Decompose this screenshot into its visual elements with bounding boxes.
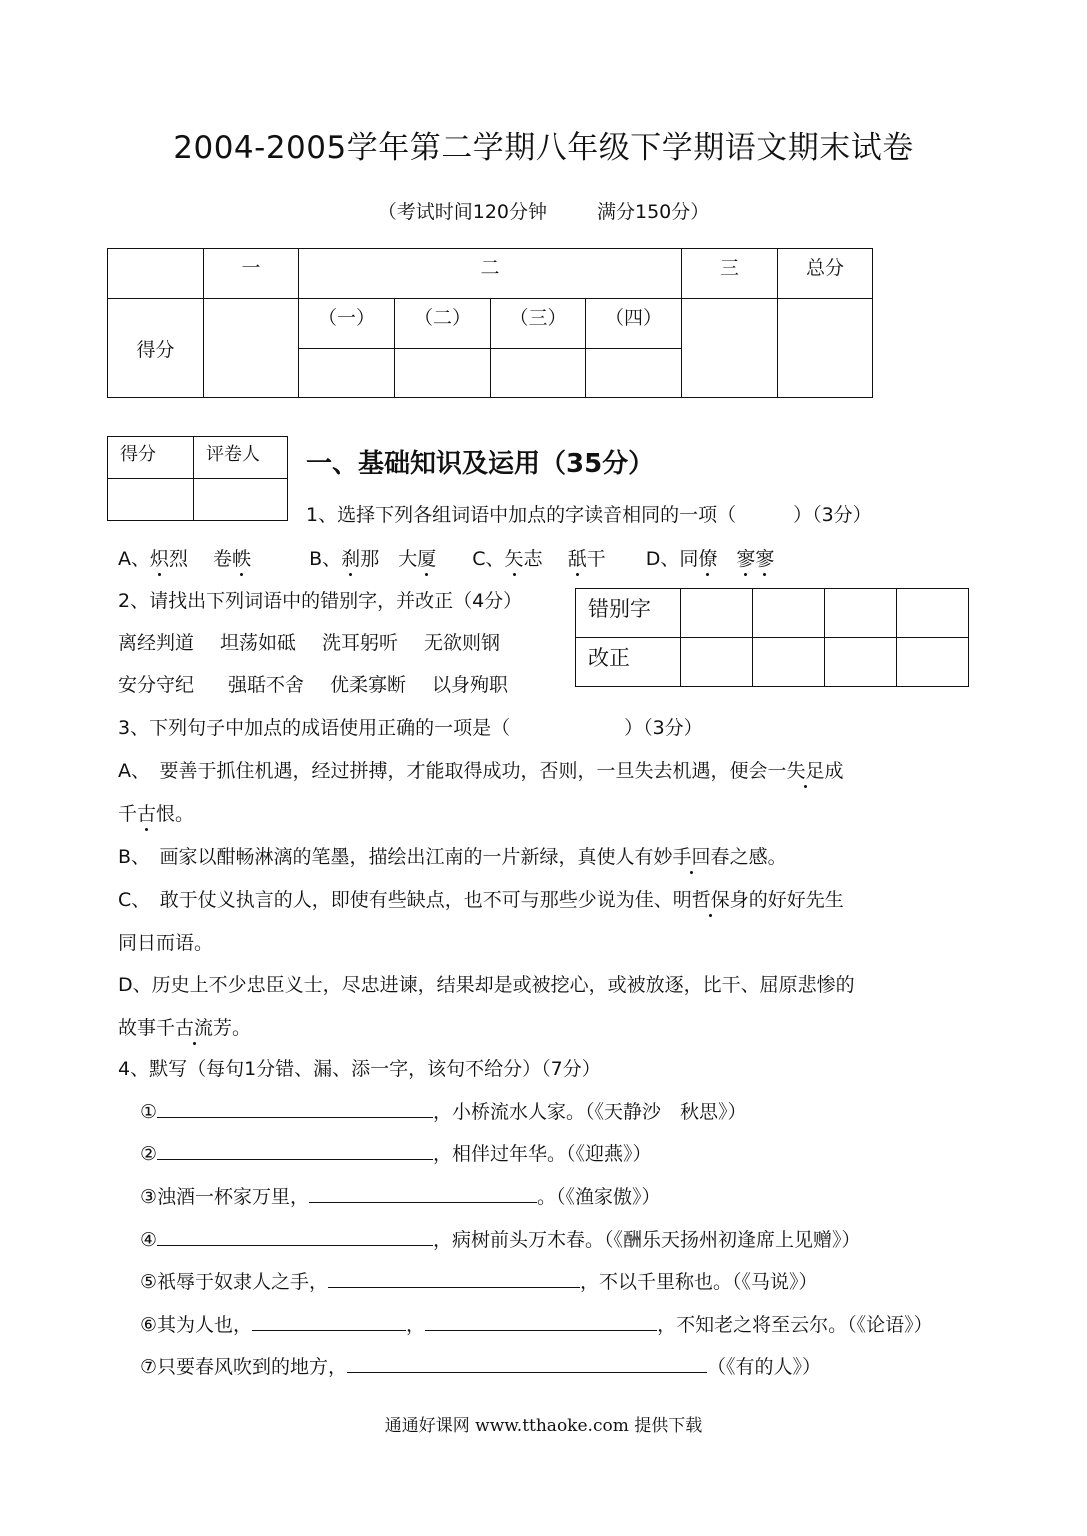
score-subcol-1: （一）	[299, 299, 395, 349]
score-subcol-3: （三）	[491, 299, 586, 349]
q3-stem: 3、下列句子中加点的成语使用正确的一项是（ ）（3分）	[118, 717, 703, 739]
answer-blank[interactable]	[157, 1225, 433, 1246]
answer-blank[interactable]	[309, 1182, 537, 1203]
correction-cell[interactable]	[681, 638, 753, 687]
q4-stem: 4、默写（每句1分错、漏、添一字，该句不给分）（7分）	[118, 1058, 601, 1080]
section-heading: 一、基础知识及运用（35分）	[306, 449, 655, 479]
q1-option-b: B、刹那 大厦	[309, 548, 437, 570]
score-cell-2-3[interactable]	[491, 349, 586, 398]
q3-option-a-line2: 千古恨。	[118, 803, 195, 825]
grader-name-label: 评卷人	[194, 437, 288, 479]
score-cell-2-4[interactable]	[586, 349, 682, 398]
q4-item-6: ⑥其为人也， ， ，不知老之将至云尔。（《论语》）	[140, 1310, 933, 1337]
score-cell-1[interactable]	[204, 299, 299, 398]
score-col-3: 三	[682, 249, 778, 299]
score-cell-3[interactable]	[682, 299, 778, 398]
answer-blank[interactable]	[425, 1310, 657, 1331]
q1-option-c: C、矢志 舐干	[472, 548, 606, 570]
q2-words-row1: 离经判道 坦荡如砥 洗耳躬听 无欲则钢	[118, 632, 501, 654]
footer-credit: 通通好课网 www.tthaoke.com 提供下载	[384, 1416, 703, 1436]
correction-cell[interactable]	[825, 638, 897, 687]
typo-label-wrong: 错别字	[576, 589, 681, 638]
grader-name-cell[interactable]	[194, 479, 288, 521]
q4-item-4: ④ ，病树前头万木春。（《酬乐天扬州初逢席上见赠》）	[140, 1225, 861, 1252]
typo-cell[interactable]	[753, 589, 825, 638]
score-col-total: 总分	[778, 249, 873, 299]
score-col-2: 二	[299, 249, 682, 299]
q4-item-1: ① ，小桥流水人家。（《天静沙 秋思》）	[140, 1097, 747, 1124]
typo-label-correct: 改正	[576, 638, 681, 687]
q3-option-c-line2: 同日而语。	[118, 932, 214, 954]
grader-score-label: 得分	[108, 437, 194, 479]
score-col-1: 一	[204, 249, 299, 299]
q3-option-c-line1: C、 敢于仗义执言的人，即使有些缺点，也不可与那些少说为佳、明哲保身的好好先生	[118, 889, 844, 911]
typo-cell[interactable]	[681, 589, 753, 638]
q1-stem: 1、选择下列各组词语中加点的字读音相同的一项（ ）（3分）	[306, 504, 872, 526]
typo-cell[interactable]	[897, 589, 969, 638]
q1-options	[118, 544, 774, 571]
exam-info	[0, 197, 1087, 224]
page-title: 2004-2005学年第二学期八年级下学期语文期末试卷	[173, 130, 914, 166]
q3-option-d-line2: 故事千古流芳。	[118, 1017, 252, 1039]
q4-item-3: ③浊酒一杯家万里， 。（《渔家傲》）	[140, 1182, 661, 1209]
correction-cell[interactable]	[753, 638, 825, 687]
exam-time: （考试时间120分钟	[377, 201, 547, 223]
answer-blank[interactable]	[252, 1310, 406, 1331]
q2-stem: 2、请找出下列词语中的错别字，并改正（4分）	[118, 590, 523, 612]
q4-item-2: ② ，相伴过年华。（《迎燕》）	[140, 1139, 652, 1166]
score-cell-2-1[interactable]	[299, 349, 395, 398]
answer-blank[interactable]	[157, 1097, 433, 1118]
q4-item-5: ⑤祇辱于奴隶人之手， ，不以千里称也。（《马说》）	[140, 1267, 818, 1294]
score-subcol-4: （四）	[586, 299, 682, 349]
grader-score-cell[interactable]	[108, 479, 194, 521]
q3-option-b: B、 画家以酣畅淋漓的笔墨，描绘出江南的一片新绿，真使人有妙手回春之感。	[118, 846, 787, 868]
score-row-label: 得分	[108, 299, 204, 398]
grader-box	[107, 436, 288, 521]
answer-blank[interactable]	[328, 1267, 580, 1288]
score-cell-2-2[interactable]	[395, 349, 491, 398]
score-corner-cell	[108, 249, 204, 299]
answer-blank[interactable]	[347, 1352, 707, 1373]
answer-blank[interactable]	[157, 1139, 433, 1160]
score-subcol-2: （二）	[395, 299, 491, 349]
q3-option-d-line1: D、历史上不少忠臣义士，尽忠进谏，结果却是或被挖心，或被放逐，比干、屈原悲惨的	[118, 974, 855, 996]
q1-option-d: D、同僚 寥寥	[645, 548, 775, 570]
correction-cell[interactable]	[897, 638, 969, 687]
q2-words-row2: 安分守纪 强聒不舍 优柔寡断 以身殉职	[118, 674, 509, 696]
typo-cell[interactable]	[825, 589, 897, 638]
full-score: 满分150分）	[597, 201, 710, 223]
score-table	[107, 248, 873, 398]
score-cell-total[interactable]	[778, 299, 873, 398]
q4-item-7: ⑦只要春风吹到的地方， （《有的人》）	[140, 1352, 821, 1379]
q1-option-a: A、炽烈 卷帙	[118, 548, 252, 570]
q3-option-a-line1: A、 要善于抓住机遇，经过拼搏，才能取得成功，否则，一旦失去机遇，便会一失足成	[118, 760, 844, 782]
typo-table	[575, 588, 969, 687]
